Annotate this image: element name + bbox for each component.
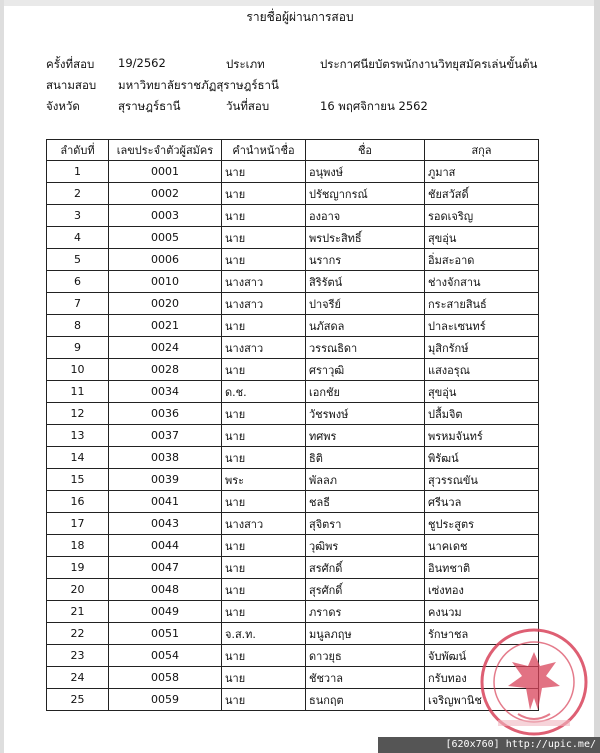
first-name-cell: สุจิตรา xyxy=(306,513,425,535)
row-number-cell: 5 xyxy=(47,249,109,271)
last-name-cell: เจริญพานิช xyxy=(425,689,539,711)
row-number-cell: 20 xyxy=(47,579,109,601)
row-number-cell: 22 xyxy=(47,623,109,645)
applicant-id-cell: 0010 xyxy=(109,271,222,293)
row-number-cell: 18 xyxy=(47,535,109,557)
last-name-cell: กระสายสินธ์ xyxy=(425,293,539,315)
name-prefix-cell: นาย xyxy=(222,667,306,689)
table-row xyxy=(47,293,539,315)
last-name-cell: พรหมจันทร์ xyxy=(425,425,539,447)
row-number-cell: 17 xyxy=(47,513,109,535)
table-row xyxy=(47,205,539,227)
first-name-cell: มนูลภฤษ xyxy=(306,623,425,645)
applicant-id-cell: 0024 xyxy=(109,337,222,359)
first-name-cell: สรศักดิ์ xyxy=(306,557,425,579)
province-value: สุราษฎร์ธานี xyxy=(118,99,181,113)
venue-label: สนามสอบ xyxy=(46,78,97,92)
garuda-seal-stamp xyxy=(478,626,590,738)
last-name-cell: แสงอรุณ xyxy=(425,359,539,381)
table-row xyxy=(47,403,539,425)
table-row xyxy=(47,579,539,601)
row-number-cell: 9 xyxy=(47,337,109,359)
last-name-cell: รอดเจริญ xyxy=(425,205,539,227)
last-name-cell: พิรัฒน์ xyxy=(425,447,539,469)
round-label: ครั้งที่สอบ xyxy=(46,57,95,71)
name-prefix-cell: นาย xyxy=(222,535,306,557)
table-row xyxy=(47,513,539,535)
row-number-cell: 24 xyxy=(47,667,109,689)
applicant-id-cell: 0059 xyxy=(109,689,222,711)
applicant-id-cell: 0003 xyxy=(109,205,222,227)
first-name-cell: ศราวุฒิ xyxy=(306,359,425,381)
name-prefix-cell: นาย xyxy=(222,601,306,623)
row-number-cell: 25 xyxy=(47,689,109,711)
table-row xyxy=(47,271,539,293)
first-name-cell: องอาจ xyxy=(306,205,425,227)
applicant-id-cell: 0028 xyxy=(109,359,222,381)
row-number-cell: 6 xyxy=(47,271,109,293)
name-prefix-cell: นาย xyxy=(222,315,306,337)
row-number-cell: 23 xyxy=(47,645,109,667)
last-name-cell: เซ่งทอง xyxy=(425,579,539,601)
scan-edge-left xyxy=(0,0,4,753)
first-name-cell: พรประสิทธิ์ xyxy=(306,227,425,249)
applicant-id-cell: 0047 xyxy=(109,557,222,579)
row-number-cell: 1 xyxy=(47,161,109,183)
table-body xyxy=(47,161,539,711)
applicant-id-cell: 0039 xyxy=(109,469,222,491)
exam-date-value: 16 พฤศจิกายน 2562 xyxy=(320,99,428,113)
table-row xyxy=(47,689,539,711)
row-number-cell: 13 xyxy=(47,425,109,447)
table-header-row xyxy=(47,140,539,161)
first-name-cell: ทศพร xyxy=(306,425,425,447)
last-name-cell: อินทชาติ xyxy=(425,557,539,579)
applicant-id-cell: 0036 xyxy=(109,403,222,425)
column-header-applicant-id: เลขประจำตัวผู้สมัคร xyxy=(109,140,222,161)
table-row xyxy=(47,315,539,337)
last-name-cell: ช่างจักสาน xyxy=(425,271,539,293)
table-row xyxy=(47,359,539,381)
image-host-footer[interactable]: [620x760] http://upic.me/ xyxy=(378,737,600,753)
scan-edge-top xyxy=(0,0,600,6)
applicant-id-cell: 0020 xyxy=(109,293,222,315)
last-name-cell: จับพัฒน์ xyxy=(425,645,539,667)
first-name-cell: ธิติ xyxy=(306,447,425,469)
last-name-cell: กรับทอง xyxy=(425,667,539,689)
last-name-cell: นาคเดช xyxy=(425,535,539,557)
table-row xyxy=(47,337,539,359)
row-number-cell: 21 xyxy=(47,601,109,623)
name-prefix-cell: นางสาว xyxy=(222,337,306,359)
table-row xyxy=(47,623,539,645)
row-number-cell: 8 xyxy=(47,315,109,337)
first-name-cell: นภัสดล xyxy=(306,315,425,337)
table-row xyxy=(47,381,539,403)
table-row xyxy=(47,161,539,183)
applicant-id-cell: 0037 xyxy=(109,425,222,447)
name-prefix-cell: นางสาว xyxy=(222,293,306,315)
first-name-cell: ธนกฤต xyxy=(306,689,425,711)
scan-edge-right xyxy=(594,0,600,753)
table-row xyxy=(47,601,539,623)
applicant-id-cell: 0005 xyxy=(109,227,222,249)
row-number-cell: 14 xyxy=(47,447,109,469)
row-number-cell: 11 xyxy=(47,381,109,403)
applicant-id-cell: 0038 xyxy=(109,447,222,469)
exam-date-label: วันที่สอบ xyxy=(226,99,270,113)
name-prefix-cell: นาย xyxy=(222,491,306,513)
table-row xyxy=(47,227,539,249)
first-name-cell: ชลธี xyxy=(306,491,425,513)
round-value: 19/2562 xyxy=(118,56,166,70)
table-row xyxy=(47,667,539,689)
name-prefix-cell: นาย xyxy=(222,645,306,667)
column-header-no: ลำดับที่ xyxy=(47,140,109,161)
name-prefix-cell: จ.ส.ท. xyxy=(222,623,306,645)
last-name-cell: สุวรรณขัน xyxy=(425,469,539,491)
first-name-cell: ดาวยุธ xyxy=(306,645,425,667)
first-name-cell: อนุพงษ์ xyxy=(306,161,425,183)
last-name-cell: ชัยสวัสดิ์ xyxy=(425,183,539,205)
name-prefix-cell: นาย xyxy=(222,557,306,579)
applicant-id-cell: 0043 xyxy=(109,513,222,535)
name-prefix-cell: นาย xyxy=(222,227,306,249)
name-prefix-cell: นางสาว xyxy=(222,513,306,535)
table-row xyxy=(47,557,539,579)
table-row xyxy=(47,425,539,447)
name-prefix-cell: นาย xyxy=(222,161,306,183)
table-row xyxy=(47,183,539,205)
name-prefix-cell: นาย xyxy=(222,689,306,711)
row-number-cell: 15 xyxy=(47,469,109,491)
applicant-id-cell: 0058 xyxy=(109,667,222,689)
name-prefix-cell: นาย xyxy=(222,447,306,469)
last-name-cell: สุขอุ่น xyxy=(425,381,539,403)
row-number-cell: 10 xyxy=(47,359,109,381)
table-row xyxy=(47,249,539,271)
last-name-cell: อิ่มสะอาด xyxy=(425,249,539,271)
last-name-cell: มุสิกรักษ์ xyxy=(425,337,539,359)
row-number-cell: 4 xyxy=(47,227,109,249)
type-value: ประกาศนียบัตรพนักงานวิทยุสมัครเล่นขั้นต้น xyxy=(320,57,538,71)
row-number-cell: 19 xyxy=(47,557,109,579)
name-prefix-cell: นาย xyxy=(222,359,306,381)
name-prefix-cell: นาย xyxy=(222,205,306,227)
last-name-cell: ชูประสูตร xyxy=(425,513,539,535)
last-name-cell: รักษาชล xyxy=(425,623,539,645)
province-label: จังหวัด xyxy=(46,99,80,113)
row-number-cell: 7 xyxy=(47,293,109,315)
row-number-cell: 16 xyxy=(47,491,109,513)
name-prefix-cell: พระ xyxy=(222,469,306,491)
applicant-id-cell: 0049 xyxy=(109,601,222,623)
last-name-cell: คงนวม xyxy=(425,601,539,623)
applicant-id-cell: 0002 xyxy=(109,183,222,205)
last-name-cell: สุขอุ่น xyxy=(425,227,539,249)
applicant-id-cell: 0051 xyxy=(109,623,222,645)
table-row xyxy=(47,469,539,491)
name-prefix-cell: นาย xyxy=(222,403,306,425)
first-name-cell: พัลลภ xyxy=(306,469,425,491)
applicant-id-cell: 0041 xyxy=(109,491,222,513)
first-name-cell: วัชรพงษ์ xyxy=(306,403,425,425)
last-name-cell: ภูมาส xyxy=(425,161,539,183)
first-name-cell: สุรศักดิ์ xyxy=(306,579,425,601)
name-prefix-cell: นาย xyxy=(222,425,306,447)
first-name-cell: วุฒิพร xyxy=(306,535,425,557)
applicant-id-cell: 0034 xyxy=(109,381,222,403)
row-number-cell: 12 xyxy=(47,403,109,425)
type-label: ประเภท xyxy=(226,57,265,71)
first-name-cell: ปรัชญากรณ์ xyxy=(306,183,425,205)
column-header-first-name: ชื่อ xyxy=(306,140,425,161)
first-name-cell: เอกชัย xyxy=(306,381,425,403)
applicant-id-cell: 0048 xyxy=(109,579,222,601)
table-row xyxy=(47,447,539,469)
applicant-id-cell: 0044 xyxy=(109,535,222,557)
table-row xyxy=(47,645,539,667)
passed-candidates-table xyxy=(46,139,539,711)
row-number-cell: 2 xyxy=(47,183,109,205)
document-title: รายชื่อผู้ผ่านการสอบ xyxy=(246,10,354,24)
applicant-id-cell: 0021 xyxy=(109,315,222,337)
column-header-last-name: สกุล xyxy=(425,140,539,161)
first-name-cell: ชัชวาล xyxy=(306,667,425,689)
name-prefix-cell: นางสาว xyxy=(222,271,306,293)
applicant-id-cell: 0006 xyxy=(109,249,222,271)
last-name-cell: ปลื้มจิต xyxy=(425,403,539,425)
row-number-cell: 3 xyxy=(47,205,109,227)
first-name-cell: นรากร xyxy=(306,249,425,271)
applicant-id-cell: 0054 xyxy=(109,645,222,667)
applicant-id-cell: 0001 xyxy=(109,161,222,183)
last-name-cell: ศรีนวล xyxy=(425,491,539,513)
first-name-cell: วรรณธิดา xyxy=(306,337,425,359)
first-name-cell: ภราดร xyxy=(306,601,425,623)
first-name-cell: ปาจรีย์ xyxy=(306,293,425,315)
name-prefix-cell: ด.ช. xyxy=(222,381,306,403)
name-prefix-cell: นาย xyxy=(222,183,306,205)
table-row xyxy=(47,491,539,513)
table-row xyxy=(47,535,539,557)
column-header-prefix: คำนำหน้าชื่อ xyxy=(222,140,306,161)
first-name-cell: สิริรัตน์ xyxy=(306,271,425,293)
last-name-cell: ปาละเซนทร์ xyxy=(425,315,539,337)
name-prefix-cell: นาย xyxy=(222,579,306,601)
venue-value: มหาวิทยาลัยราชภัฏสุราษฎร์ธานี xyxy=(118,78,279,92)
name-prefix-cell: นาย xyxy=(222,249,306,271)
